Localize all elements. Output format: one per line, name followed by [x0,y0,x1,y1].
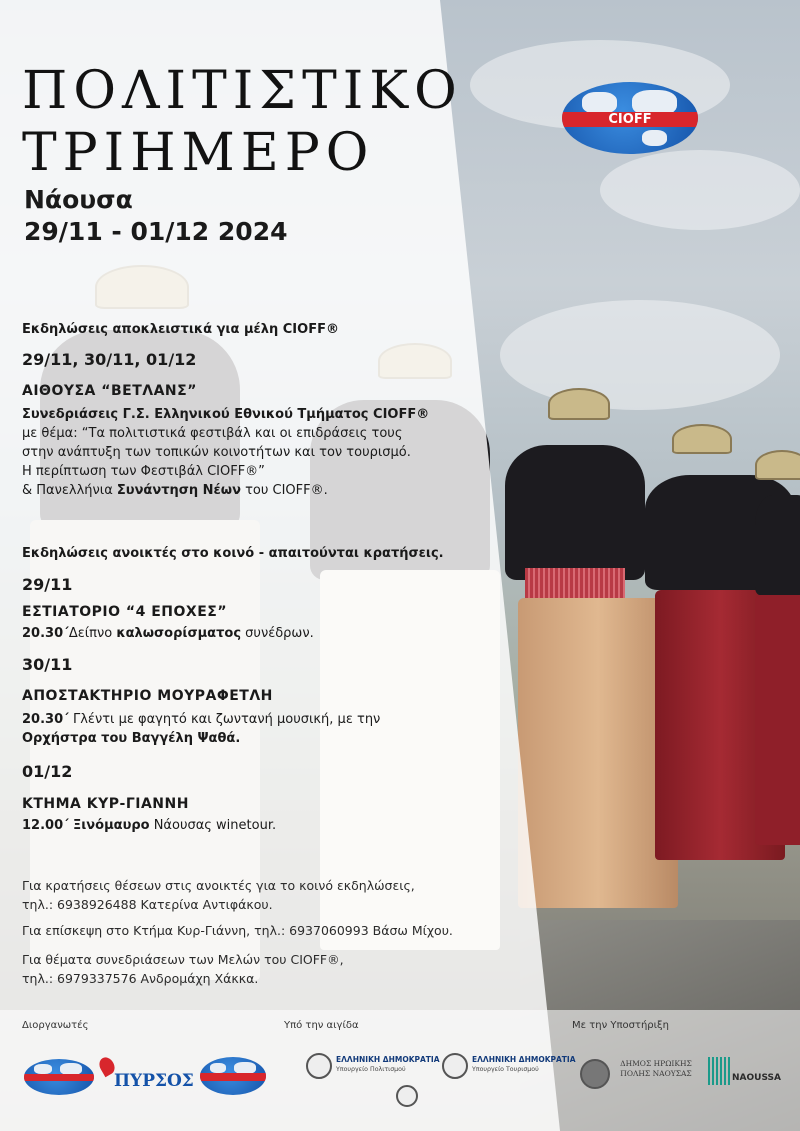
event-3-desc [22,816,502,835]
title-line-2: ΤΡΙΗΜΕΡΟ [22,123,375,183]
support-label: Με την Υποστήριξη [572,1020,669,1031]
event-3-bold: Ξινόμαυρο [73,818,150,833]
contact-reservations-line-2: τηλ.: 6938926488 Κατερίνα Αντιφάκου. [22,897,273,912]
members-line-3: στην ανάπτυξη των τοπικών κοινοτήτων και τον τουρισμό. [22,445,411,460]
municipality-seal-icon [580,1059,610,1089]
members-line-4: Η περίπτωση των Φεστιβάλ CIOFF®” [22,464,265,479]
event-1-post: συνέδρων. [241,626,314,641]
members-line-5-bold: Συνάντηση Νέων [116,483,241,498]
event-1-venue: ΕΣΤΙΑΤΟΡΙΟ “4 ΕΠΟΧΕΣ” [22,604,228,620]
ministry-tourism [472,1055,576,1075]
contact-winery: Για επίσκεψη στο Κτήμα Κυρ-Γιάννη, τηλ.: 6937060993 Βάσω Μίχου. [22,923,453,938]
event-2-venue: ΑΠΟΣΤΑΚΤΗΡΙΟ ΜΟΥΡΑΦΕΤΛΗ [22,688,273,704]
ministry-tourism-name: ΕΛΛΗΝΙΚΗ ΔΗΜΟΚΡΑΤΙΑ [472,1055,576,1064]
cioff-logo [562,82,698,154]
ministry-culture-sub: Υπουργείο Πολιτισμού [336,1066,406,1073]
contact-members-line-1: Για θέματα συνεδριάσεων των Μελών του CIOFF®, [22,952,344,967]
title-line-1: ΠΟΛΙΤΙΣΤΙΚΟ [22,61,463,121]
event-3-venue: ΚΤΗΜΑ ΚΥΡ-ΓΙΑΝΝΗ [22,796,189,812]
contact-reservations [22,876,522,914]
members-heading: Εκδηλώσεις αποκλειστικά για μέλη CIOFF® [22,322,339,337]
event-dates: 29/11 - 01/12 2024 [24,217,288,246]
event-2-pre: Γλέντι με φαγητό και ζωντανή μουσική, με την [68,712,381,727]
event-2-desc [22,710,502,748]
members-days: 29/11, 30/11, 01/12 [22,350,197,369]
ministry-tourism-sub: Υπουργείο Τουρισμού [472,1066,539,1073]
dimos-naousas-text: ΔΗΜΟΣ ΗΡΩΙΚΗΣ ΠΟΛΗΣ ΝΑΟΥΣΑΣ [620,1059,692,1078]
contact-reservations-line-1: Για κρατήσεις θέσεων στις ανοικτές για το κοινό εκδηλώσεις, [22,878,415,893]
event-1-pre: Δείπνο [68,626,117,641]
event-3-day: 01/12 [22,762,73,781]
ministry-culture-name: ΕΛΛΗΝΙΚΗ ΔΗΜΟΚΡΑΤΙΑ [336,1055,440,1064]
cioff-logo-text: CIOFF [608,112,652,127]
event-3-time: 12.00΄ [22,818,69,833]
naoussa-logo-icon [708,1057,730,1085]
auspices-label: Υπό την αιγίδα [284,1020,359,1031]
unesco-emblem-icon [396,1085,418,1107]
event-1-day: 29/11 [22,575,73,594]
event-1-time: 20.30΄ [22,626,69,641]
pyrsos-text: ΠΥΡΣΟΣ [114,1071,194,1091]
page-title [22,60,463,184]
event-2-time: 20.30΄ [22,712,69,727]
members-line-5-pre: & Πανελλήνια [22,483,117,498]
members-line-5 [22,481,502,500]
organizers-label: Διοργανωτές [22,1020,89,1031]
contact-members-line-2: τηλ.: 6979337576 Ανδρομάχη Χάκκα. [22,971,259,986]
contact-members [22,950,522,988]
members-description [22,405,502,500]
cioff-youth-logo [200,1057,266,1095]
ministry-culture [336,1055,440,1075]
members-line-5-post: του CIOFF®. [240,483,328,498]
cioff-small-logo [24,1059,94,1095]
event-2-bold: Ορχήστρα του Βαγγέλη Ψαθά. [22,731,241,746]
pyrsos-logo [98,1057,194,1097]
members-venue: ΑΙΘΟΥΣΑ “ΒΕΤΛΑΝΣ” [22,383,197,399]
event-1-bold: καλωσορίσματος [116,626,242,641]
footer-logos [0,1045,800,1115]
public-heading: Εκδηλώσεις ανοικτές στο κοινό - απαιτούνται κρατήσεις. [22,546,444,561]
greek-emblem-icon [442,1053,468,1079]
naoussa-text: NAOUSSA [732,1073,781,1083]
city-name: Νάουσα [24,185,133,214]
members-line-1: Συνεδριάσεις Γ.Σ. Ελληνικού Εθνικού Τμήματος CIOFF® [22,407,430,422]
event-3-post: Νάουσας winetour. [149,818,277,833]
greek-emblem-icon [306,1053,332,1079]
event-1-desc [22,624,502,643]
members-line-2: με θέμα: “Τα πολιτιστικά φεστιβάλ και οι επιδράσεις τους [22,426,403,441]
event-2-day: 30/11 [22,655,73,674]
